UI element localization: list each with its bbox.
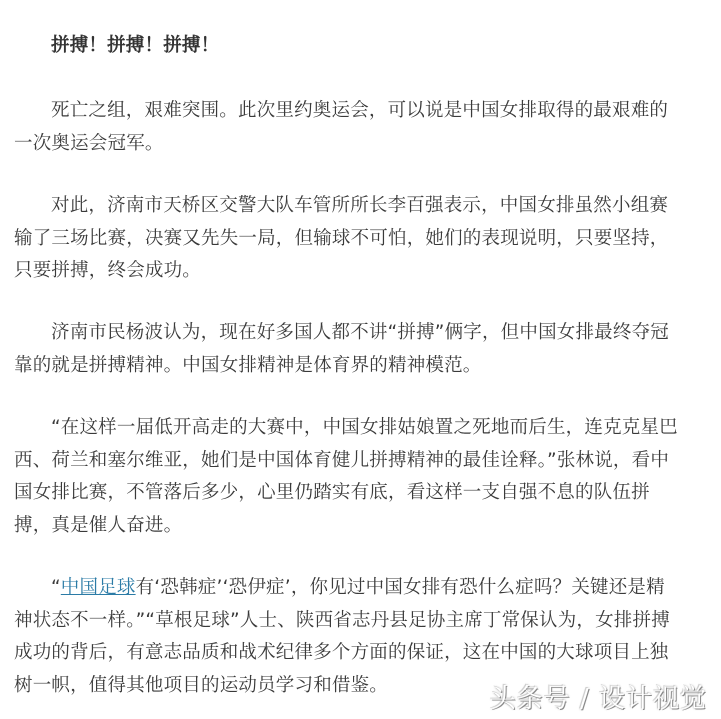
watermark: 头条号 / 设计视觉 [489,684,707,714]
paragraph-5-text: 有‘恐韩症’‘恐伊症’，你见过中国女排有恐什么症吗？关键还是精神状态不一样。”“草根足球”人士、陕西省志丹县足协主席丁常保认为，女排拼搏成功的背后，有意志品质和战术纪律多个方面的保证，这在中国的大球项目上独树一帜，值得其他项目的运动员学习和借鉴。 [14,577,670,696]
open-quote: “ [51,577,61,598]
paragraph-1: 死亡之组，艰难突围。此次里约奥运会，可以说是中国女排取得的最艰难的一次奥运会冠军。 [14,100,669,154]
china-football-link[interactable]: 中国足球 [60,577,136,598]
paragraph-4: “在这样一届低开高走的大赛中，中国女排姑娘置之死地而后生，连克克星巴西、荷兰和塞尔维亚，她们是中国体育健儿拼搏精神的最佳诠释。”张林说，看中国女排比赛，不管落后多少，心里仍踏实有底，看这样一支自强不息的队伍拼搏，真是催人奋进。 [14,417,678,536]
paragraph-3: 济南市民杨波认为，现在好多国人都不讲“拼搏”俩字，但中国女排最终夺冠靠的就是拼搏精神。中国女排精神是体育界的精神模范。 [14,322,669,376]
paragraph-2: 对此，济南市天桥区交警大队车管所所长李百强表示，中国女排虽然小组赛输了三场比赛，决赛又先失一局，但输球不可怕，她们的表现说明，只要坚持，只要拼搏，终会成功。 [14,195,669,281]
article-heading: 拼搏！拼搏！拼搏！ [51,35,220,56]
